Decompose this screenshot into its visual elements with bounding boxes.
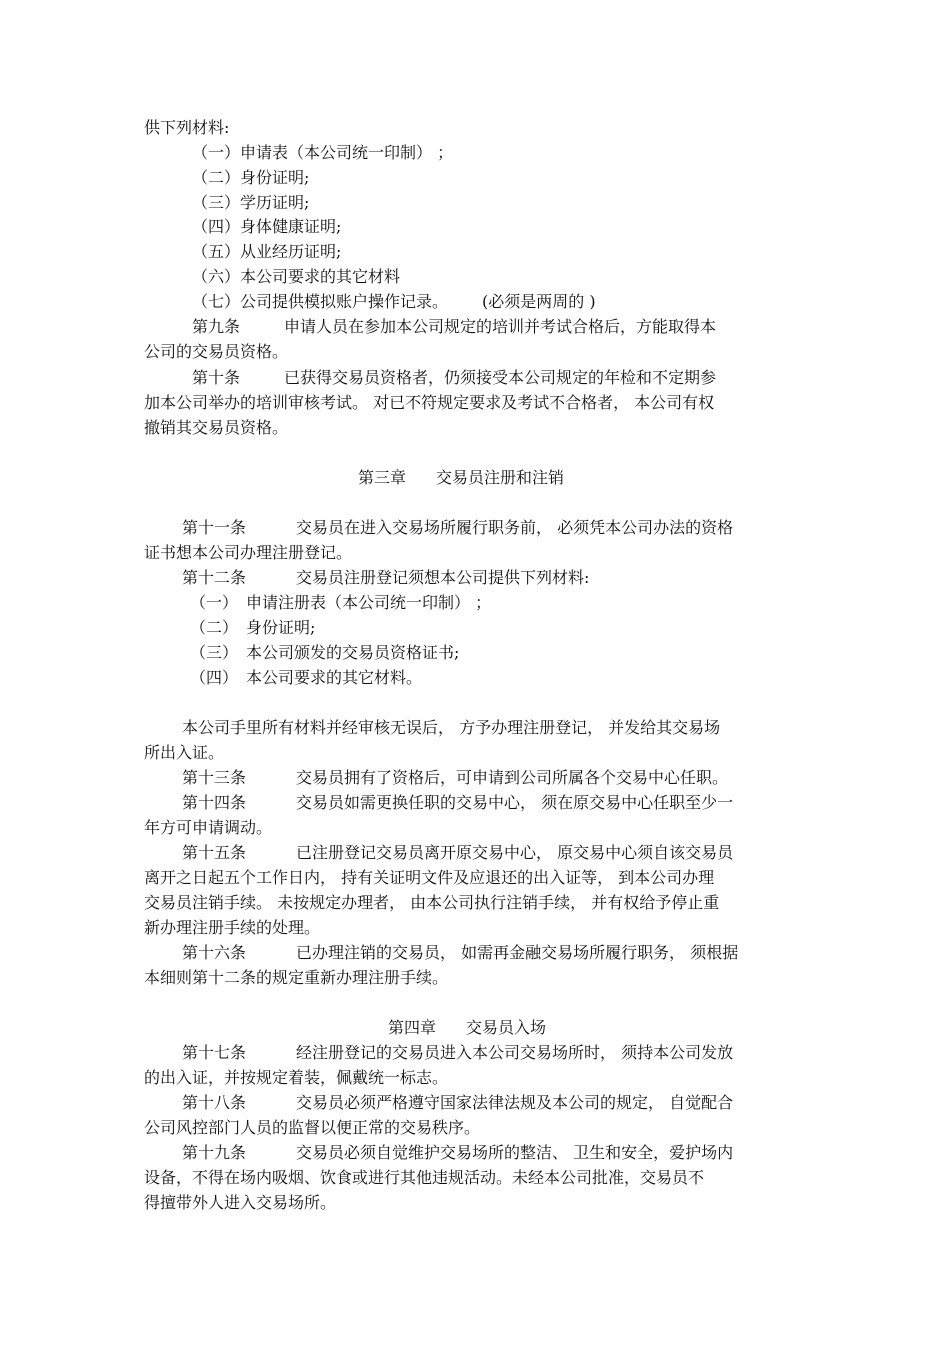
text-line: 年方可申请调动。 [144, 818, 273, 837]
list-marker: （三） [190, 643, 239, 662]
article-text: 交易员如需更换任职的交易中心， 须在原交易中心任职至少一 [296, 793, 734, 812]
text-line: 的出入证，并按规定着装，佩戴统一标志。 [144, 1068, 449, 1087]
text-line: 离开之日起五个工作日内， 持有关证明文件及应退还的出入证等， 到本公司办理 [144, 868, 715, 887]
list-item: （二）身份证明; [192, 168, 310, 187]
article-number: 第九条 [192, 317, 241, 336]
article-number: 第十二条 [182, 568, 247, 587]
article-number: 第十八条 [182, 1093, 247, 1112]
list-marker: （一） [190, 593, 239, 612]
article-number: 第十三条 [182, 768, 247, 787]
article-line [182, 1142, 733, 1164]
text-line: 本细则第十二条的规定重新办理注册手续。 [144, 968, 449, 987]
article-line [192, 316, 716, 338]
article-number: 第十七条 [182, 1043, 247, 1062]
list-item: （一）申请表（本公司统一印制） ； [192, 143, 454, 162]
text-line: 加本公司举办的培训审核考试。 对已不符规定要求及考试不合格者， 本公司有权 [144, 393, 715, 412]
article-line [182, 792, 733, 814]
chapter-title: 交易员入场 [466, 1018, 547, 1037]
text-line: 新办理注册手续的处理。 [144, 918, 321, 937]
list-item-text: 本公司颁发的交易员资格证书; [246, 643, 460, 662]
list-item-text: 本公司要求的其它材料。 [246, 668, 423, 687]
chapter-title: 交易员注册和注销 [436, 468, 565, 487]
list-item-text: 申请注册表（本公司统一印制） ； [246, 593, 492, 612]
list-marker: （二） [190, 618, 239, 637]
article-line [182, 842, 733, 864]
text-line: 撤销其交易员资格。 [144, 418, 289, 437]
chapter-number: 第三章 [358, 468, 407, 487]
text-line: 得擅带外人进入交易场所。 [144, 1193, 337, 1212]
list-item [190, 617, 315, 639]
text-line: 公司风控部门人员的监督以便正常的交易秩序。 [144, 1118, 481, 1137]
article-line [182, 517, 733, 539]
chapter-number: 第四章 [388, 1018, 437, 1037]
list-item: （三）学历证明; [192, 193, 310, 212]
article-text: 交易员拥有了资格后，可申请到公司所属各个交易中心任职。 [296, 768, 729, 787]
text-line: 本公司手里所有材料并经审核无误后， 方予办理注册登记， 并发给其交易场 [182, 718, 721, 737]
list-item: （五）从业经历证明; [192, 242, 342, 261]
list-marker: （四） [190, 668, 239, 687]
article-line [182, 567, 589, 589]
article-number: 第十五条 [182, 843, 247, 862]
article-text: 已获得交易员资格者，仍须接受本公司规定的年检和不定期参 [284, 368, 717, 387]
article-text: 已办理注销的交易员， 如需再金融交易场所履行职务， 须根据 [296, 943, 739, 962]
text-line: 供下列材料: [144, 118, 230, 137]
list-item-text: （七）公司提供模拟账户操作记录。 [192, 292, 449, 311]
article-text: 交易员在进入交易场所履行职务前， 必须凭本公司办法的资格 [296, 518, 734, 537]
list-item [190, 642, 459, 664]
text-line: 所出入证。 [144, 743, 225, 762]
article-text: 交易员必须严格遵守国家法律法规及本公司的规定， 自觉配合 [296, 1093, 734, 1112]
article-text: 经注册登记的交易员进入本公司交易场所时， 须持本公司发放 [296, 1043, 734, 1062]
list-item [190, 667, 422, 689]
article-line [182, 1042, 733, 1064]
text-line: 设备，不得在场内吸烟、饮食或进行其他违规活动。未经本公司批准，交易员不 [144, 1168, 705, 1187]
chapter-heading [358, 467, 564, 489]
article-number: 第十一条 [182, 518, 247, 537]
article-text: 交易员必须自觉维护交易场所的整洁、 卫生和安全，爱护场内 [296, 1143, 734, 1162]
article-number: 第十条 [192, 368, 241, 387]
text-line: 证书想本公司办理注册登记。 [144, 543, 353, 562]
article-text: 申请人员在参加本公司规定的培训并考试合格后，方能取得本 [284, 317, 717, 336]
list-item: （六）本公司要求的其它材料 [192, 267, 401, 286]
text-line: 交易员注销手续。 未按规定办理者， 由本公司执行注销手续， 并有权给予停止重 [144, 893, 720, 912]
article-line [182, 1092, 733, 1114]
article-line [182, 942, 738, 964]
article-number: 第十九条 [182, 1143, 247, 1162]
list-item-note: (必须是两周的 ) [482, 292, 596, 311]
list-item: （四）身体健康证明; [192, 217, 342, 236]
article-number: 第十四条 [182, 793, 247, 812]
article-text: 交易员注册登记须想本公司提供下列材料: [296, 568, 590, 587]
article-line [192, 367, 716, 389]
article-text: 已注册登记交易员离开原交易中心， 原交易中心须自该交易员 [296, 843, 734, 862]
list-item-text: 身份证明; [246, 618, 316, 637]
list-item [192, 291, 596, 313]
article-number: 第十六条 [182, 943, 247, 962]
article-line [182, 767, 728, 789]
chapter-heading [388, 1017, 546, 1039]
list-item [190, 592, 491, 614]
text-line: 公司的交易员资格。 [144, 342, 289, 361]
